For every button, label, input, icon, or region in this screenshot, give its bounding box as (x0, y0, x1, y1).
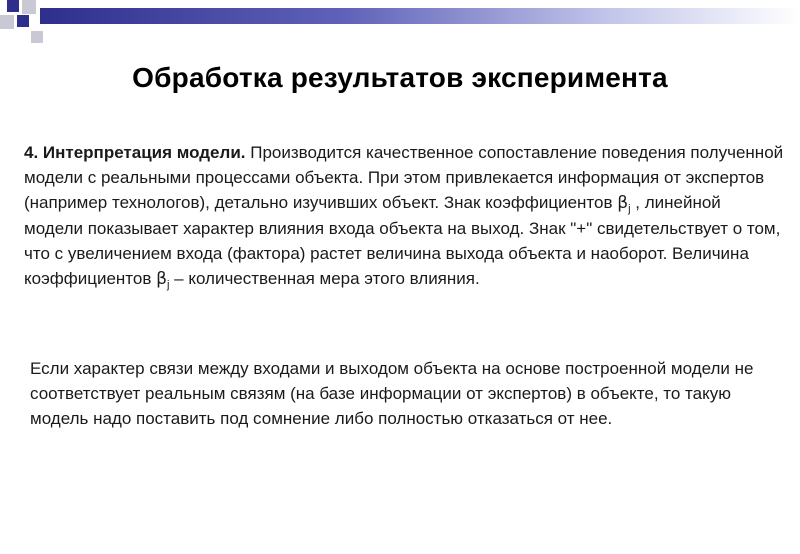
conclusion-paragraph: Если характер связи между входами и выходом объекта на основе построенной модели не соответствует реальным связям (на базе информации от экспертов) в объекте, то такую модель надо поставить под сомнение либо полностью отказаться от нее. (30, 359, 754, 428)
decor-square (17, 15, 29, 27)
paragraph-heading: 4. Интерпретация модели. (24, 143, 246, 162)
beta-subscript: j (628, 203, 631, 215)
decor-square (7, 0, 19, 12)
paragraph-text-b: , линейной модели показывает характер влияния входа объекта на выход. Знак "+" свидетельствует о том, что с увеличением входа (фактора) растет величина выхода объекта и наоборот. Величина коэффициентов (24, 193, 781, 288)
paragraph-text-c: – количественная мера этого влияния. (169, 269, 480, 288)
paragraph-text-a: Производится качественное сопоставление поведения полученной модели с реальными процессами объекта. При этом привлекается информация от экспертов (например технологов), детально изучивших объект. Знак коэффициентов (24, 143, 784, 212)
decor-square (31, 31, 43, 43)
decor-square (22, 0, 36, 14)
interpretation-paragraph (24, 140, 784, 292)
beta-symbol-2: β (156, 269, 167, 289)
decor-square (0, 15, 14, 29)
slide-title: Обработка результатов эксперимента (132, 62, 668, 93)
beta-subscript-2: j (166, 279, 170, 291)
header-gradient-bar (40, 8, 800, 24)
beta-symbol: β (617, 193, 629, 213)
